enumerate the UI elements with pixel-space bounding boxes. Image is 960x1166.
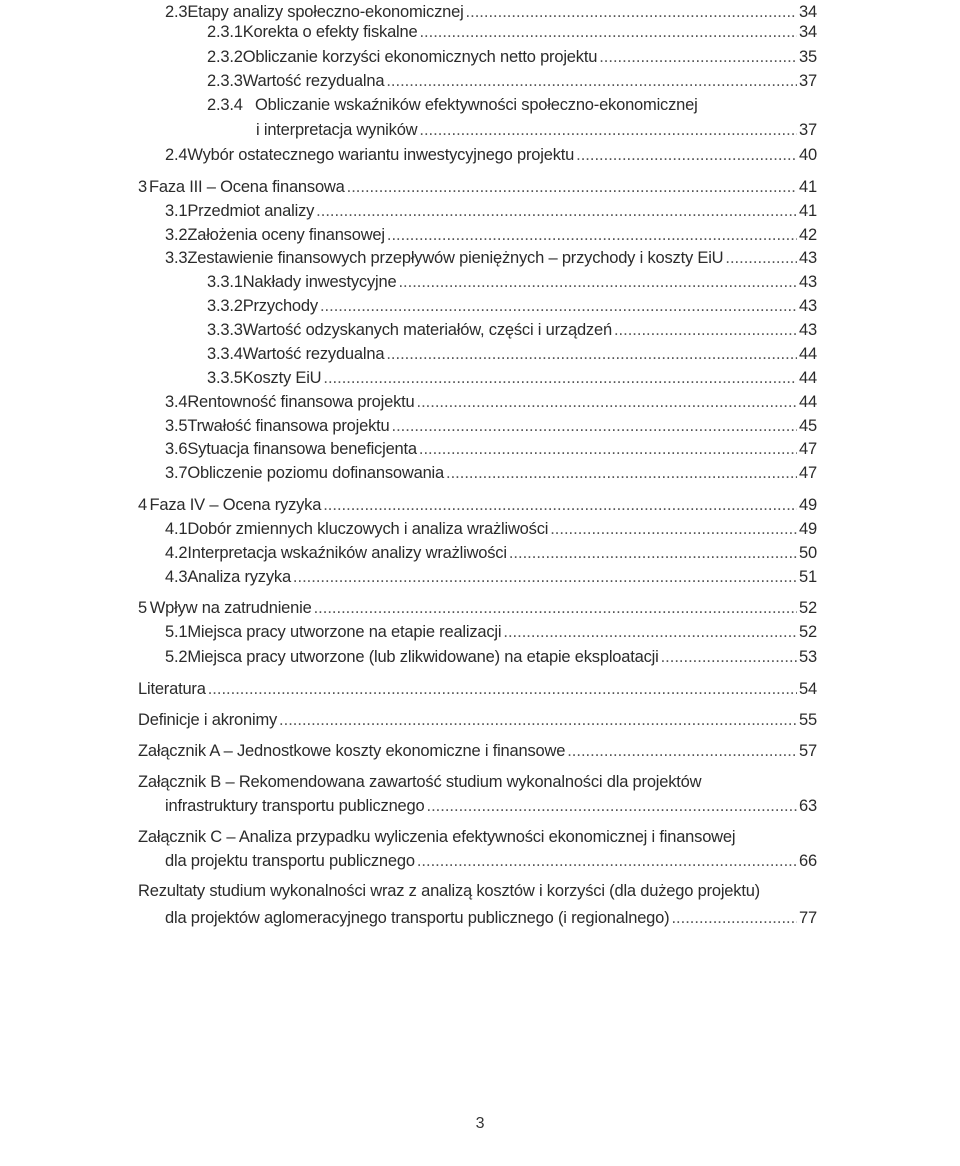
toc-entry-title-continued: i interpretacja wyników [256,121,418,139]
toc-entry-page: 42 [799,226,817,244]
toc-entry-title: Rezultaty studium wykonalności wraz z analizą kosztów i korzyści (dla dużego projektu) [138,882,760,900]
toc-entry-title: Wybór ostatecznego wariantu inwestycyjnego projektu [187,146,575,164]
toc-entry[interactable] [165,390,817,414]
toc-entry[interactable] [165,223,817,247]
toc-entry-page: 44 [799,345,817,363]
toc-entry-page: 54 [799,680,817,698]
toc-entry-title: Korekta o efekty fiskalne [242,23,418,41]
toc-entry-number: 5.1 [165,623,188,641]
toc-dot-leader [446,461,797,485]
toc-dot-leader [671,906,797,930]
toc-entry[interactable] [138,677,817,701]
toc-entry[interactable] [138,175,817,199]
toc-entry[interactable] [138,825,817,849]
toc-entry-title: Rentowność finansowa projektu [187,393,415,411]
toc-entry-page: 43 [799,273,817,291]
toc-entry-title: Obliczanie korzyści ekonomicznych netto projektu [242,48,598,66]
toc-dot-leader [387,223,797,247]
toc-entry-page: 41 [799,202,817,220]
toc-entry-page: 63 [799,797,817,815]
toc-dot-leader [314,596,797,620]
toc-entry-page: 37 [799,72,817,90]
toc-entry[interactable] [165,645,817,669]
toc-entry-number: 4.2 [165,544,188,562]
toc-entry[interactable] [165,143,817,167]
toc-entry-number: 4.1 [165,520,188,538]
toc-entry[interactable] [207,69,817,93]
toc-entry-title: Wartość rezydualna [242,345,385,363]
toc-entry[interactable] [207,20,817,44]
toc-entry-page: 51 [799,568,817,586]
toc-entry-number: 2.3.3 [207,72,243,90]
toc-entry[interactable] [165,199,817,223]
toc-entry-page: 52 [799,599,817,617]
toc-entry-title: Przedmiot analizy [187,202,315,220]
toc-entry[interactable] [165,414,817,438]
toc-entry-number: 4 [138,496,147,514]
toc-entry-title: Założenia oceny finansowej [187,226,385,244]
toc-entry[interactable] [207,45,817,69]
toc-entry-number: 3.3.3 [207,321,243,339]
toc-entry[interactable] [165,461,817,485]
toc-entry-continuation[interactable] [256,118,817,142]
toc-dot-leader [398,270,797,294]
toc-entry[interactable] [165,517,817,541]
toc-entry-page: 44 [799,393,817,411]
toc-entry-title: Miejsca pracy utworzone na etapie realizacji [187,623,502,641]
toc-entry-continuation[interactable] [165,849,817,873]
toc-entry-number: 3 [138,178,147,196]
toc-entry[interactable] [207,294,817,318]
toc-entry-title-continued: infrastruktury transportu publicznego [165,797,425,815]
toc-entry-page: 35 [799,48,817,66]
toc-entry[interactable] [138,739,817,763]
toc-entry-page: 43 [799,249,817,267]
toc-dot-leader [419,437,797,461]
toc-entry-title: Dobór zmiennych kluczowych i analiza wrażliwości [187,520,549,538]
toc-entry-number: 5.2 [165,648,188,666]
toc-entry-title: Sytuacja finansowa beneficjenta [187,440,417,458]
toc-entry-page: 34 [799,3,817,21]
toc-entry[interactable] [138,879,817,903]
toc-dot-leader [320,294,797,318]
toc-entry-title: Załącznik A – Jednostkowe koszty ekonomiczne i finansowe [138,742,566,760]
toc-entry-title: Faza IV – Ocena ryzyka [149,496,322,514]
toc-entry-title: Trwałość finansowa projektu [187,417,390,435]
toc-entry-number: 3.3.4 [207,345,243,363]
toc-dot-leader [293,565,797,589]
toc-dot-leader [417,390,798,414]
toc-entry-page: 47 [799,464,817,482]
toc-dot-leader [419,20,797,44]
toc-entry[interactable] [138,770,817,794]
toc-dot-leader [426,794,797,818]
toc-entry-continuation[interactable] [165,906,817,930]
toc-entry[interactable] [165,437,817,461]
toc-dot-leader [208,677,797,701]
toc-dot-leader [323,366,797,390]
toc-entry-number: 3.5 [165,417,188,435]
toc-entry-title-continued: dla projektu transportu publicznego [165,852,415,870]
toc-entry[interactable] [165,565,817,589]
toc-entry-continuation[interactable] [165,794,817,818]
toc-entry[interactable] [165,620,817,644]
page-number: 3 [475,1115,485,1132]
toc-entry-number: 3.3 [165,249,188,267]
toc-entry-title: Wartość rezydualna [242,72,385,90]
toc-entry[interactable] [207,270,817,294]
toc-entry-title: Załącznik B – Rekomendowana zawartość studium wykonalności dla projektów [138,773,702,791]
toc-entry-title: Wartość odzyskanych materiałów, części i urządzeń [242,321,612,339]
toc-entry-number: 5 [138,599,147,617]
toc-dot-leader [316,199,797,223]
toc-entry-page: 50 [799,544,817,562]
toc-dot-leader [509,541,797,565]
toc-entry-title-continued: dla projektów aglomeracyjnego transportu publicznego (i regionalnego) [165,909,670,927]
toc-entry-title: Koszty EiU [242,369,322,387]
toc-entry-page: 43 [799,297,817,315]
toc-entry-page: 37 [799,121,817,139]
toc-dot-leader [279,708,797,732]
toc-dot-leader [386,69,797,93]
toc-dot-leader [725,246,797,270]
toc-dot-leader [576,143,797,167]
toc-entry-title: Faza III – Ocena finansowa [148,178,345,196]
toc-entry-number: 2.4 [165,146,188,164]
toc-entry-number: 3.1 [165,202,188,220]
toc-entry-page: 45 [799,417,817,435]
toc-entry-title: Analiza ryzyka [187,568,291,586]
toc-dot-leader [417,849,797,873]
toc-entry-page: 49 [799,520,817,538]
toc-entry-title: Obliczanie wskaźników efektywności społeczno-ekonomicznej [255,96,698,114]
toc-entry-number: 2.3.1 [207,23,243,41]
toc-entry[interactable] [207,342,817,366]
toc-dot-leader [503,620,797,644]
toc-dot-leader [599,45,797,69]
toc-entry-page: 49 [799,496,817,514]
toc-entry[interactable] [207,318,817,342]
toc-entry[interactable] [207,93,817,117]
toc-entry-title: Przychody [242,297,318,315]
toc-entry-number: 2.3 [165,3,188,21]
toc-entry-number: 3.3.1 [207,273,243,291]
toc-entry-title: Wpływ na zatrudnienie [149,599,312,617]
toc-dot-leader [661,645,797,669]
toc-entry-title: Miejsca pracy utworzone (lub zlikwidowane) na etapie eksploatacji [187,648,659,666]
toc-entry-title: Obliczenie poziomu dofinansowania [187,464,444,482]
toc-dot-leader [392,414,798,438]
toc-entry-number: 4.3 [165,568,188,586]
toc-dot-leader [614,318,797,342]
toc-entry-page: 40 [799,146,817,164]
toc-entry-number: 3.2 [165,226,188,244]
toc-entry-title: Literatura [138,680,206,698]
toc-dot-leader [347,175,797,199]
toc-entry[interactable] [138,596,817,620]
toc-entry-number: 2.3.2 [207,48,243,66]
toc-entry-page: 66 [799,852,817,870]
toc-entry-number: 3.6 [165,440,188,458]
toc-dot-leader [386,342,797,366]
toc-entry[interactable] [207,366,817,390]
toc-entry-page: 53 [799,648,817,666]
toc-entry-title: Definicje i akronimy [138,711,278,729]
toc-entry-number: 2.3.4 [207,96,243,114]
toc-entry-title: Nakłady inwestycyjne [242,273,397,291]
toc-entry-page: 77 [799,909,817,927]
toc-entry-title: Etapy analizy społeczno-ekonomicznej [187,3,464,21]
toc-entry[interactable] [138,493,817,517]
toc-entry-page: 43 [799,321,817,339]
toc-entry-number: 3.4 [165,393,188,411]
toc-entry-number: 3.7 [165,464,188,482]
toc-entry-page: 34 [799,23,817,41]
toc-entry-number: 3.3.5 [207,369,243,387]
toc-entry-page: 55 [799,711,817,729]
toc-dot-leader [550,517,797,541]
toc-entry-number: 3.3.2 [207,297,243,315]
toc-entry-title: Zestawienie finansowych przepływów pieniężnych – przychody i koszty EiU [187,249,724,267]
toc-entry-page: 52 [799,623,817,641]
toc-entry-title: Interpretacja wskaźników analizy wrażliwości [187,544,507,562]
toc-dot-leader [567,739,797,763]
toc-entry-page: 41 [799,178,817,196]
toc-dot-leader [419,118,797,142]
toc-entry-page: 44 [799,369,817,387]
toc-entry-title: Załącznik C – Analiza przypadku wyliczenia efektywności ekonomicznej i finansowej [138,828,736,846]
toc-entry-page: 47 [799,440,817,458]
toc-entry[interactable] [165,541,817,565]
toc-entry[interactable] [165,246,817,270]
toc-dot-leader [323,493,797,517]
toc-entry[interactable] [138,708,817,732]
toc-entry-page: 57 [799,742,817,760]
